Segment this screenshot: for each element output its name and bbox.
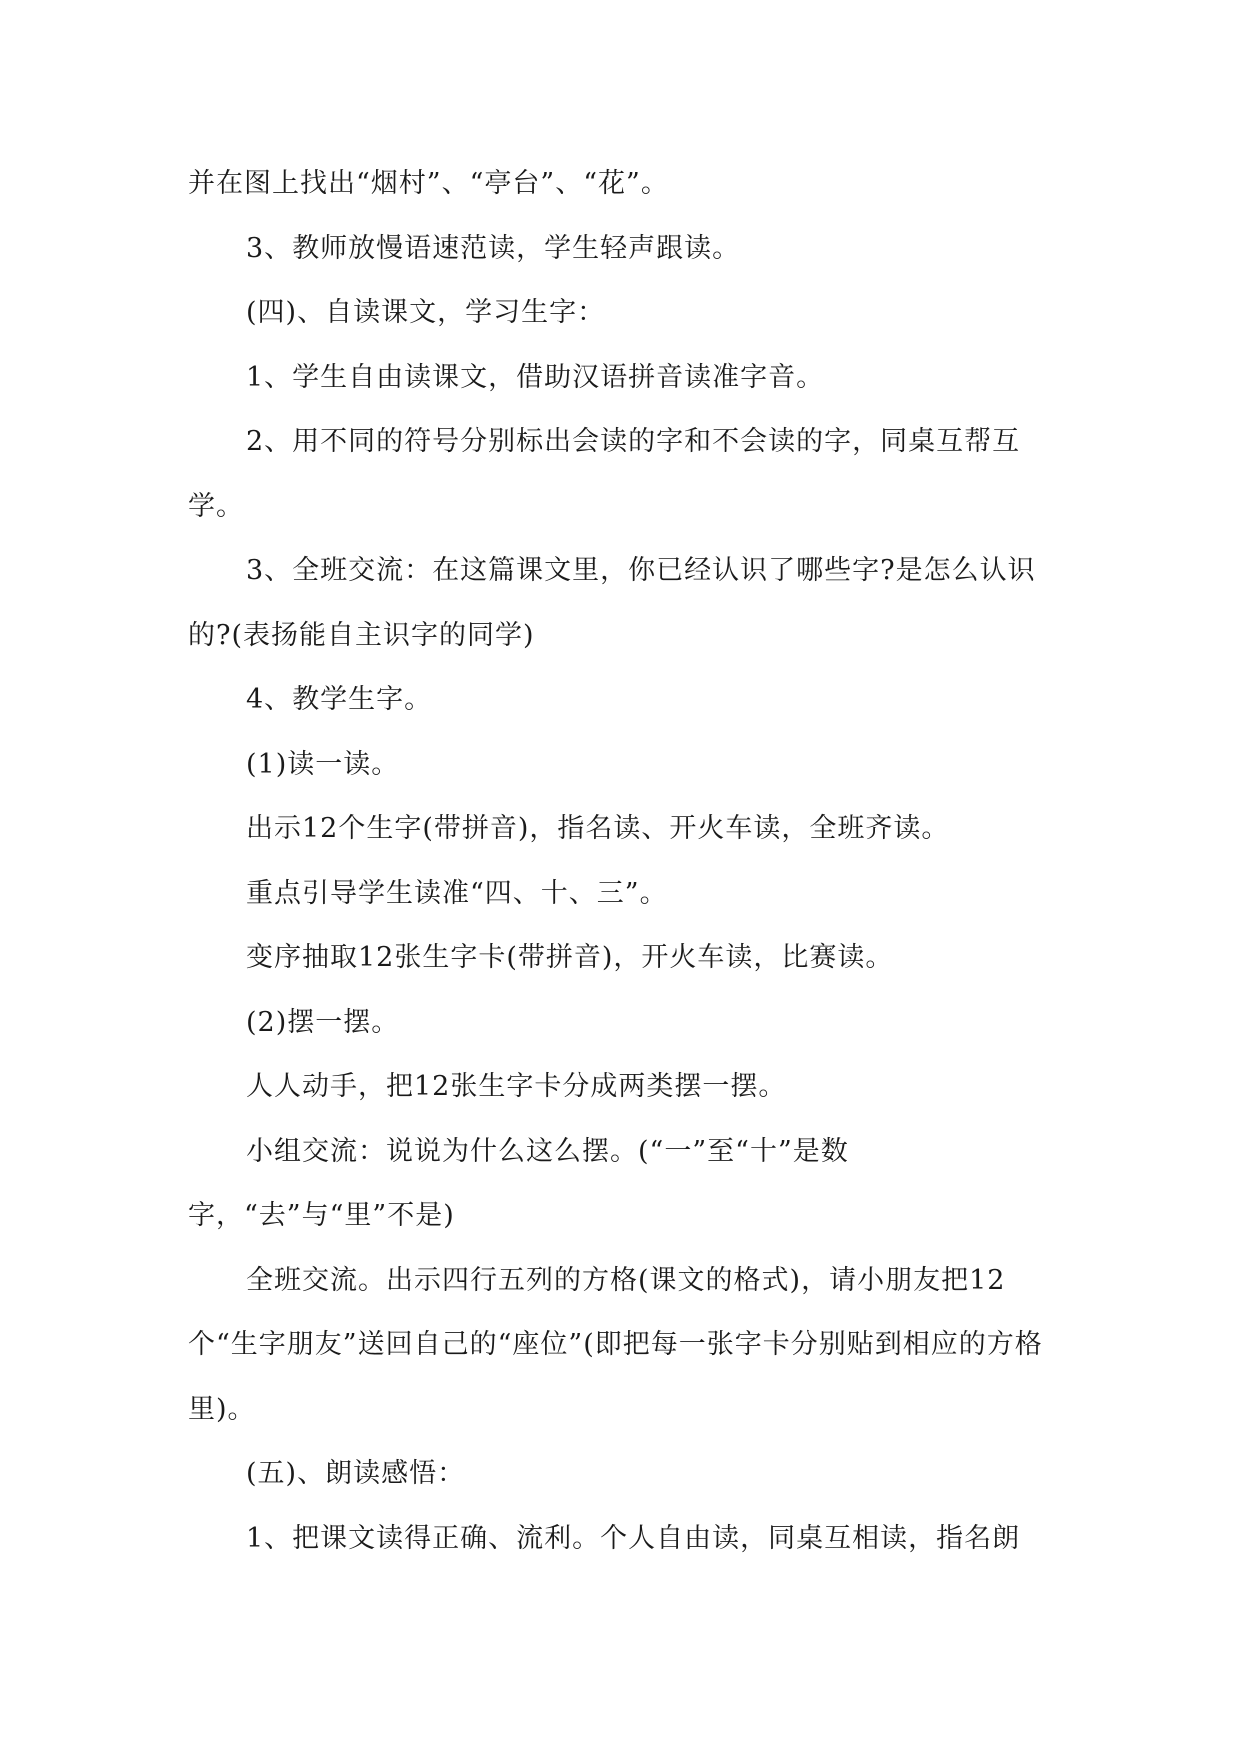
paragraph: 变序抽取12张生字卡(带拼音)，开火车读，比赛读。: [246, 942, 894, 973]
paragraph: 1、把课文读得正确、流利。个人自由读，同桌互相读，指名朗: [246, 1522, 1021, 1554]
paragraph: 出示12个生字(带拼音)，指名读、开火车读，全班齐读。: [246, 813, 950, 844]
document-body: [188, 152, 1058, 1571]
paragraph: 人人动手，把12张生字卡分成两类摆一摆。: [246, 1071, 787, 1102]
paragraph: 重点引导学生读准“四、十、三”。: [246, 877, 668, 909]
paragraph: 3、教师放慢语速范读，学生轻声跟读。: [246, 232, 741, 264]
paragraph: 4、教学生字。: [246, 684, 433, 715]
paragraph: 小组交流：说说为什么这么摆。(“一”至“十”是数字，“去”与“里”不是): [188, 1135, 849, 1231]
paragraph: 全班交流。出示四行五列的方格(课文的格式)，请小朋友把12个“生字朋友”送回自己的“座位”(即把每一张字卡分别贴到相应的方格里)。: [188, 1264, 1043, 1425]
section-heading: (五)、朗读感悟：: [246, 1458, 466, 1489]
paragraph: 3、全班交流：在这篇课文里，你已经认识了哪些字?是怎么认识的?(表扬能自主识字的同学): [188, 555, 1036, 651]
paragraph: (2)摆一摆。: [246, 1006, 400, 1038]
paragraph: 1、学生自由读课文，借助汉语拼音读准字音。: [246, 361, 825, 393]
paragraph: 2、用不同的符号分别标出会读的字和不会读的字，同桌互帮互学。: [188, 426, 1021, 522]
paragraph: (1)读一读。: [246, 748, 400, 780]
section-heading: (四)、自读课文，学习生字：: [246, 297, 606, 328]
paragraph: 并在图上找出“烟村”、“亭台”、“花”。: [188, 168, 669, 199]
